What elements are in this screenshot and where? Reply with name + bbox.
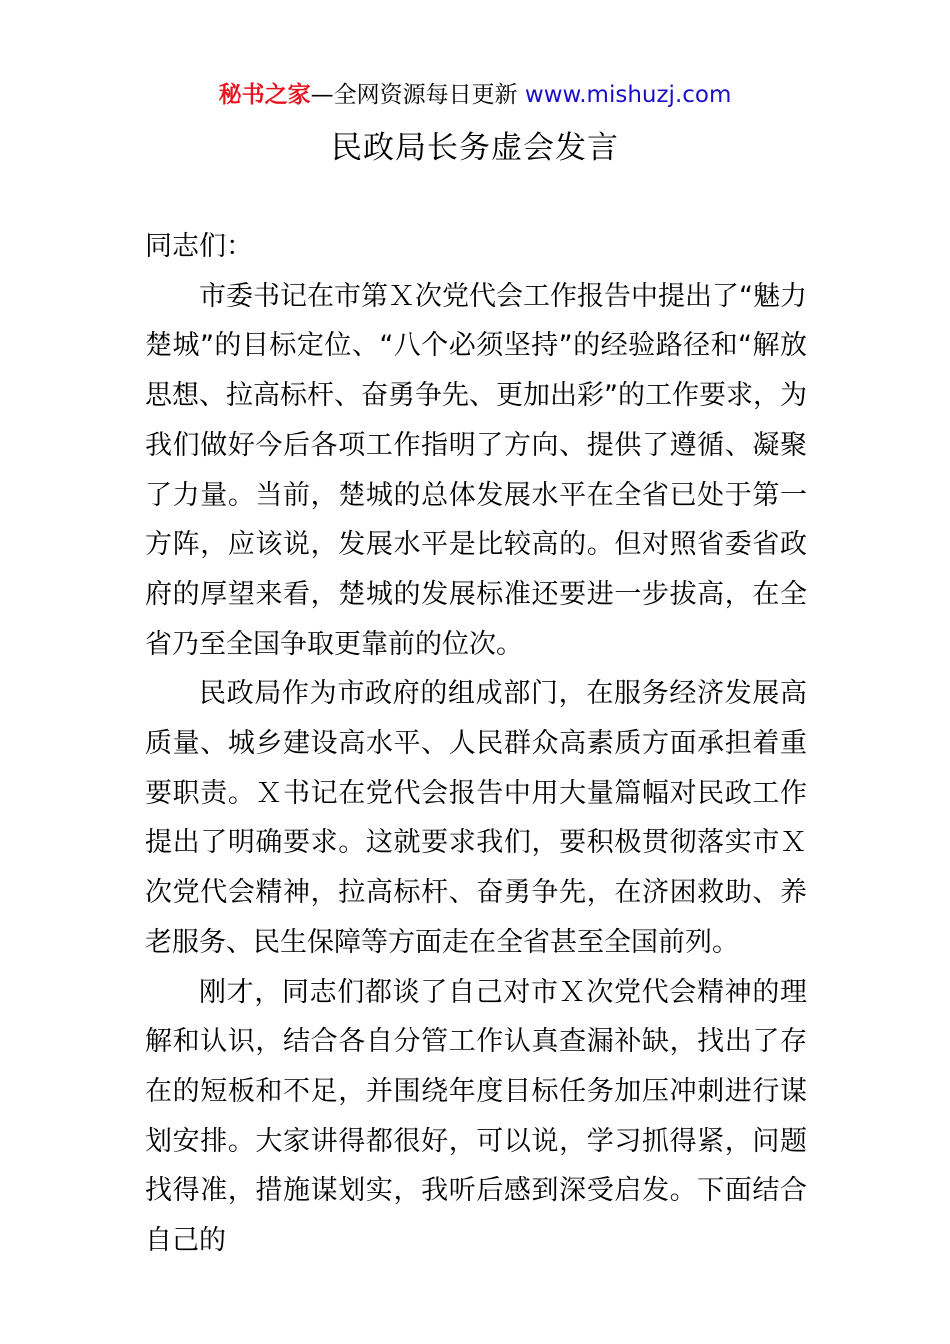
salutation: 同志们： <box>145 231 253 262</box>
paragraph: 民政局作为市政府的组成部门，在服务经济发展高质量、城乡建设高水平、人民群众高素质方面承担着重要职责。Ｘ书记在党代会报告中用大量篇幅对民政工作提出了明确要求。这就要求我们，要积极贯彻落实市Ｘ次党代会精神，拉高标杆、奋勇争先，在济困救助、养老服务、民生保障等方面走在全省甚至全国前列。 <box>145 678 807 958</box>
paragraph: 市委书记在市第Ｘ次党代会工作报告中提出了“魅力楚城”的目标定位、“八个必须坚持”的经验路径和“解放思想、拉高标杆、奋勇争先、更加出彩”的工作要求，为我们做好今后各项工作指明了方向、提供了遵循、凝聚了力量。当前，楚城的总体发展水平在全省已处于第一方阵，应该说，发展水平是比较高的。但对照省委省政府的厚望来看，楚城的发展标准还要进一步拔高，在全省乃至全国争取更靠前的位次。 <box>145 280 807 660</box>
site-tagline: —全网资源每日更新 <box>310 82 525 108</box>
document-title: 民政局长务虚会发言 <box>331 130 619 166</box>
paragraph: 刚才，同志们都谈了自己对市Ｘ次党代会精神的理解和认识，结合各自分管工作认真查漏补缺，找出了存在的短板和不足，并围绕年度目标任务加压冲刺进行谋划安排。大家讲得都很好，可以说，学习抓得紧，问题找得准，措施谋划实，我听后感到深受启发。下面结合自己的 <box>145 976 807 1257</box>
site-url-link[interactable]: www.mishuzj.com <box>524 82 732 108</box>
site-header <box>0 78 950 112</box>
document-body <box>145 222 807 1266</box>
site-brand: 秘书之家 <box>218 82 311 108</box>
